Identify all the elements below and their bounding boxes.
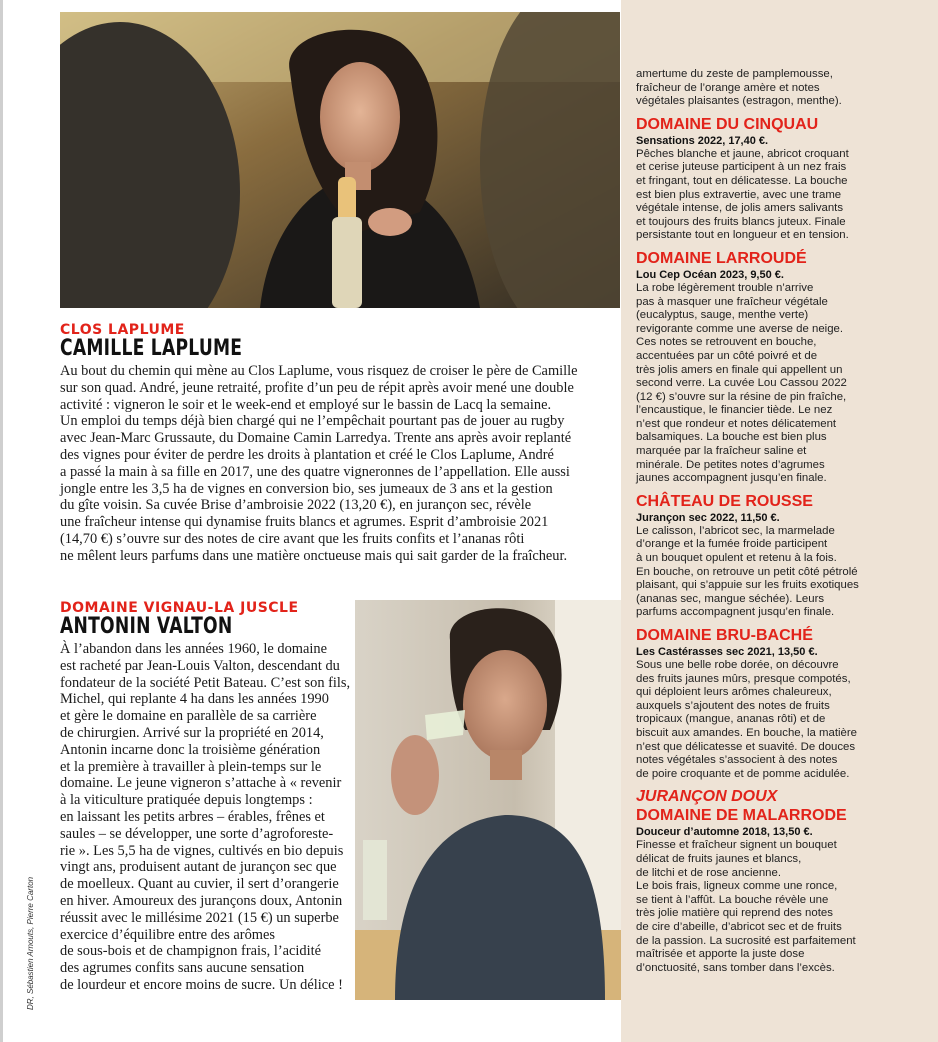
body-line: est racheté par Jean-Louis Valton, descendant du: [60, 657, 340, 674]
note-line: parfums accompagnent jusqu’en finale.: [636, 606, 835, 619]
note-line: délicat de fruits jaunes et blancs,: [636, 852, 802, 865]
body-line: de sous-bois et de champignon frais, l’acidité: [60, 943, 321, 960]
body-line: exercice d’équilibre entre des arômes: [60, 926, 275, 943]
intro-line: amertume du zeste de pamplemousse,: [636, 68, 833, 80]
body-line: domaine. Le jeune vigneron s’attache à « revenir: [60, 775, 342, 792]
body-line: Michel, qui replante 4 ha dans les années 1990: [60, 691, 329, 708]
sidebar-column: [636, 68, 936, 975]
body-line: ne mêlent leurs parfums dans une matière onctueuse mais qui sait garder de la fraîcheur.: [60, 547, 568, 564]
body-line: du gîte voisin. Sa cuvée Brise d’ambroisie 2022 (13,20 €), en jurançon sec, révèle: [60, 497, 532, 514]
page-edge: [0, 0, 3, 1042]
domain-heading: DOMAINE DE MALARRODE: [636, 807, 847, 825]
body-line: vingt ans, produisent autant de jurançon sec que: [60, 859, 337, 876]
note-line: et toujours des fruits blancs juteux. Finale: [636, 215, 846, 228]
note-line: n’est que rondeur et notes délicatement: [636, 417, 837, 430]
note-line: très jolie matière qui reprend des notes: [636, 907, 833, 920]
body-line: et gère le domaine en parallèle de sa carrière: [60, 708, 317, 725]
body-line: Un emploi du temps déjà bien chargé qui ne l’empêchait pourtant pas de jouer au rugby: [60, 413, 565, 430]
wine-title: Douceur d’automne 2018, 13,50 €.: [636, 826, 813, 839]
domain-heading: DOMAINE BRU-BACHÉ: [636, 627, 813, 644]
note-line: persistante tout en longueur et en tension.: [636, 229, 849, 242]
note-line: Le calisson, l’abricot sec, la marmelade: [636, 524, 835, 537]
body-line: jongle entre les 3,5 ha de vignes en conversion bio, ses jumeaux de 3 ans et la gestion: [60, 480, 553, 497]
note-line: végétale intense, de jolis amers salivants: [636, 202, 844, 215]
note-line: La robe légèrement trouble n’arrive: [636, 281, 814, 294]
intro-line: fraîcheur de l’orange amère et notes: [636, 81, 820, 94]
note-line: n’est que délicatesse et suavité. De douces: [636, 740, 856, 753]
note-line: balsamiques. La bouche est bien plus: [636, 431, 827, 444]
note-line: notes végétales s’associent à des notes: [636, 754, 838, 767]
note-line: tropicaux (mangue, ananas rôti) et de: [636, 713, 826, 726]
note-line: des fruits jaunes mûrs, presque compotés,: [636, 672, 851, 685]
body-line: réussit avec le millésime 2021 (15 €) un superbe: [60, 909, 339, 926]
body-line: rie ». Les 5,5 ha de vignes, cultivés en bio depuis: [60, 842, 344, 859]
note-line: Ces notes se retrouvent en bouche,: [636, 336, 817, 349]
section1-kicker: CLOS LAPLUME: [60, 322, 185, 338]
intro-line: végétales plaisantes (estragon, menthe).: [636, 95, 842, 108]
note-line: de poire croquante et de pomme acidulée.: [636, 767, 850, 780]
section2-kicker: DOMAINE VIGNAU-LA JUSCLE: [60, 600, 299, 616]
body-line: (14,70 €) s’ouvre sur des notes de cire avant que les fruits confits et l’ananas rôti: [60, 530, 525, 547]
wine-title: Les Castérasses sec 2021, 13,50 €.: [636, 646, 818, 658]
section1-body: [60, 363, 618, 565]
section2-body: [60, 641, 360, 994]
body-line: Antonin incarne donc la troisième génération: [60, 741, 321, 758]
body-line: de chirurgien. Arrivé sur la propriété en 2014,: [60, 724, 324, 741]
note-line: et fringant, tout en délicatesse. La bouche: [636, 174, 848, 187]
note-line: d’onctuosité, sans tomber dans l’excès.: [636, 961, 835, 974]
antonin-valton-photo: [355, 600, 621, 1000]
note-line: second verre. La cuvée Lou Cassou 2022: [636, 377, 847, 390]
note-line: plaisant, qui s’appuie sur les fruits exotiques: [636, 579, 859, 592]
note-line: de la passion. La sucrosité est parfaitement: [636, 934, 856, 947]
body-line: Au bout du chemin qui mène au Clos Laplume, vous risquez de croiser le père de Camille: [60, 363, 578, 379]
note-line: pas à masquer une fraîcheur végétale: [636, 295, 828, 308]
domain-heading: CHÂTEAU DE ROUSSE: [636, 492, 813, 510]
note-line: est bien plus extravertie, avec une trame: [636, 188, 842, 201]
body-line: fondateur de la société Petit Bateau. C’est son fils,: [60, 674, 351, 691]
body-line: en laissant les petits arbres – érables, frênes et: [60, 808, 325, 825]
note-line: (ananas sec, mangue séchée). Leurs: [636, 592, 825, 605]
domain-heading: DOMAINE DU CINQUAU: [636, 115, 819, 133]
domain-heading: DOMAINE LARROUDÉ: [636, 249, 807, 267]
note-line: (eucalyptus, sauge, menthe verte): [636, 309, 809, 322]
note-line: En bouche, on retrouve un petit côté pétrolé: [636, 565, 858, 578]
note-line: qui déploient leurs arômes chaleureux,: [636, 686, 832, 699]
body-line: à la viticulture pratiquée depuis longtemps :: [60, 792, 313, 809]
body-line: des vignes pour éviter de perdre les droits à plantation et créé le Clos Laplume, André: [60, 446, 554, 463]
body-line: activité : vigneron le soir et le week-end et employé sur le bassin de Lacq la semaine.: [60, 396, 552, 413]
note-line: de litchi et de rose ancienne.: [636, 866, 782, 879]
body-line: de moelleux. Quant au cuvier, il sert d’orangerie: [60, 876, 339, 893]
body-line: des agrumes confits sans aucune sensation: [60, 960, 305, 977]
body-line: et la première à travailler à plein-temps sur le: [60, 758, 322, 775]
note-line: auxquels s’ajoutent des notes de fruits: [636, 699, 830, 712]
body-line: À l’abandon dans les années 1960, le domaine: [60, 641, 327, 657]
note-line: Finesse et fraîcheur signent un bouquet: [636, 839, 837, 852]
body-line: avec Jean-Marc Grussaute, du Domaine Camin Larredya. Trente ans après avoir replanté: [60, 430, 572, 447]
note-line: et cerise juteuse participent à un nez frais: [636, 161, 847, 174]
note-line: l’encaustique, le financier tiède. Le nez: [636, 404, 833, 417]
body-line: en hiver. Amoureux des jurançons doux, Antonin: [60, 892, 343, 909]
note-line: (12 €) s’ouvre sur la résine de pin fraîche,: [636, 390, 847, 403]
body-line: une fraîcheur intense qui dynamise fruits blancs et agrumes. Esprit d’ambroisie 2021: [60, 514, 549, 531]
camille-laplume-photo: [60, 12, 620, 308]
note-line: maîtrisée et apporte la juste dose: [636, 948, 805, 961]
body-line: de lourdeur et encore moins de sucre. Un délice !: [60, 976, 343, 993]
category-heading: JURANÇON DOUX: [636, 788, 778, 806]
note-line: accentuées par un côté poivré et de: [636, 349, 818, 362]
section2-name: ANTONIN VALTON: [60, 614, 233, 639]
note-line: à un bouquet opulent et retenu à la fois.: [636, 552, 837, 565]
body-line: saules – se développer, une sorte d’agroforeste-: [60, 825, 334, 842]
note-line: d’orange et la fumée froide participent: [636, 538, 828, 551]
body-line: sur son quad. André, jeune retraité, profite d’un peu de répit après avoir mené une double: [60, 379, 574, 396]
note-line: de cire d’abeille, d’abricot sec et de fruits: [636, 920, 842, 933]
note-line: se tient à l’affût. La bouche révèle une: [636, 893, 829, 906]
photo-credit: DR, Sébastien Arnouts, Pierre Carton: [26, 876, 35, 1010]
note-line: jaunes accompagnent jusqu’en finale.: [636, 472, 827, 485]
note-line: biscuit aux amandes. En bouche, la matière: [636, 726, 857, 739]
note-line: revigorante comme une averse de neige.: [636, 322, 844, 335]
wine-title: Jurançon sec 2022, 11,50 €.: [636, 511, 780, 524]
note-line: Sous une belle robe dorée, on découvre: [636, 659, 839, 671]
note-line: très jolis amers en finale qui appellent un: [636, 363, 843, 376]
wine-title: Lou Cep Océan 2023, 9,50 €.: [636, 268, 784, 281]
note-line: marquée par la fraîcheur saline et: [636, 445, 807, 458]
section1-name: CAMILLE LAPLUME: [60, 336, 243, 361]
note-line: Pêches blanche et jaune, abricot croquant: [636, 147, 849, 160]
wine-title: Sensations 2022, 17,40 €.: [636, 134, 769, 147]
note-line: minérale. De petites notes d’agrumes: [636, 458, 825, 471]
body-line: a passé la main à sa fille en 2017, une des quatre vigneronnes de l’appellation. Elle aussi: [60, 463, 570, 480]
note-line: Le bois frais, ligneux comme une ronce,: [636, 880, 838, 893]
